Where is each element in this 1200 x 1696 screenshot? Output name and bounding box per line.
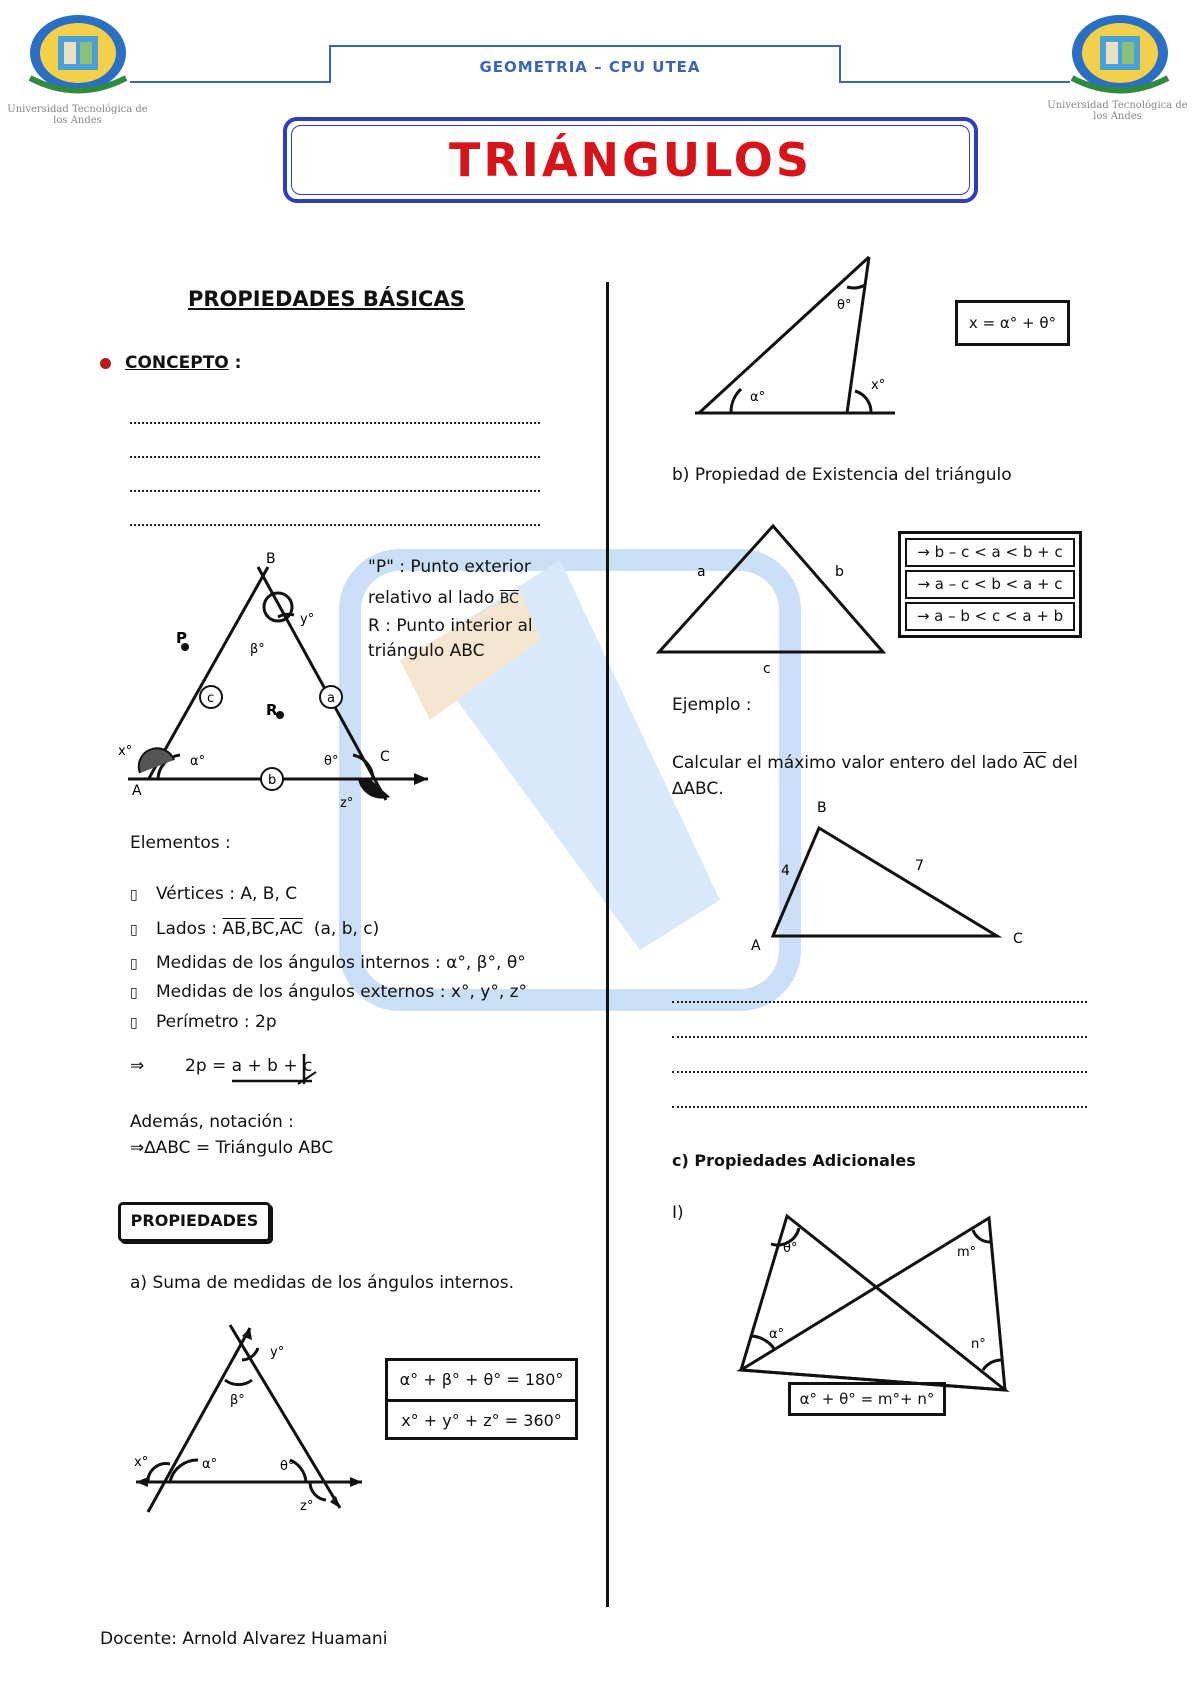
example-text-1: Calcular el máximo valor entero del lado bbox=[672, 753, 1024, 773]
fig1-label-c: c bbox=[207, 691, 215, 706]
angle-sum-box bbox=[385, 1358, 578, 1440]
ex-label-A: A bbox=[751, 938, 761, 954]
element-item-perimeter bbox=[130, 1011, 277, 1034]
ext-label-theta: θ° bbox=[837, 298, 852, 313]
p-note-2 bbox=[368, 587, 519, 610]
fig2-label-beta: β° bbox=[230, 1393, 245, 1408]
bullet-box-icon: ▯ bbox=[130, 985, 138, 1001]
add-label-alpha: α° bbox=[769, 1327, 785, 1342]
add-label-m: m° bbox=[957, 1245, 977, 1260]
example-text-3: ∆ABC. bbox=[672, 779, 724, 799]
fig1-label-C: C bbox=[380, 749, 390, 765]
prop-b-text: b) Propiedad de Existencia del triángulo bbox=[672, 465, 1012, 485]
ext-label-alpha: α° bbox=[750, 390, 766, 405]
exterior-angle-box bbox=[955, 300, 1070, 346]
ex-label-ab: 4 bbox=[781, 863, 790, 879]
university-name-left: Universidad Tecnológica de los Andes bbox=[7, 104, 148, 126]
course-header: GEOMETRIA – CPU UTEA bbox=[479, 58, 701, 76]
university-seal-right-icon bbox=[1060, 8, 1180, 98]
prop-c-text: c) Propiedades Adicionales bbox=[672, 1151, 916, 1170]
answer-line-1 bbox=[672, 985, 1087, 1003]
concept-heading bbox=[100, 352, 241, 374]
perimeter-underline bbox=[232, 1050, 332, 1090]
page-title: TRIÁNGULOS bbox=[448, 133, 813, 187]
element-perimeter: Perímetro : 2p bbox=[156, 1012, 277, 1032]
segment-bc: $\overline{BC}$ bbox=[251, 919, 275, 939]
example-triangle-figure bbox=[745, 800, 1025, 954]
additional-property-figure bbox=[735, 1210, 1015, 1400]
element-external: Medidas de los ángulos externos : x°, y°, z° bbox=[156, 982, 528, 1002]
element-item-vertices bbox=[130, 883, 297, 906]
concept-line-2 bbox=[130, 438, 540, 458]
exterior-angle-figure bbox=[695, 255, 905, 415]
fig1-label-alpha: α° bbox=[190, 754, 206, 769]
exist-label-a: a bbox=[697, 564, 706, 580]
fig1-label-R: R bbox=[266, 701, 278, 719]
segment-ab: $\overline{AB}$ bbox=[222, 919, 246, 939]
fig2-label-x: x° bbox=[134, 1455, 149, 1470]
prop-c-I: I) bbox=[672, 1203, 684, 1223]
element-sides-suffix: (a, b, c) bbox=[313, 919, 380, 939]
ex-label-B: B bbox=[817, 800, 827, 816]
fig1-label-z: z° bbox=[340, 796, 354, 811]
fig2-label-z: z° bbox=[300, 1499, 314, 1514]
bullet-box-icon: ▯ bbox=[130, 922, 138, 938]
propiedades-label: PROPIEDADES bbox=[130, 1211, 259, 1230]
angle-sum-internal: α° + β° + θ° = 180° bbox=[388, 1361, 575, 1402]
r-note-1: R : Punto interior al bbox=[368, 616, 533, 636]
add-label-n: n° bbox=[971, 1337, 986, 1352]
fig1-label-B: B bbox=[266, 551, 276, 567]
fig1-label-a: a bbox=[327, 691, 335, 706]
example-text bbox=[672, 752, 1078, 774]
answer-line-4 bbox=[672, 1090, 1087, 1108]
ex-label-bc: 7 bbox=[915, 858, 924, 874]
additional-property-formula: α° + θ° = m°+ n° bbox=[799, 1390, 935, 1408]
example-seg: $\overline{AC}$ bbox=[1023, 753, 1047, 773]
ext-label-x: x° bbox=[871, 378, 886, 393]
element-item-internal bbox=[130, 952, 526, 975]
notation-1: Además, notación : bbox=[130, 1112, 294, 1132]
column-divider bbox=[606, 282, 609, 1607]
fig1-label-theta: θ° bbox=[324, 754, 339, 769]
example-label: Ejemplo : bbox=[672, 695, 752, 715]
exist-label-b: b bbox=[835, 564, 844, 580]
segment-ac: $\overline{AC}$ bbox=[279, 919, 304, 939]
concept-line-3 bbox=[130, 472, 540, 492]
existence-row-2: → a – c < b < a + c bbox=[905, 570, 1075, 599]
r-note-2: triángulo ABC bbox=[368, 641, 485, 661]
p-note-1: "P" : Punto exterior bbox=[368, 557, 531, 577]
concept-line-4 bbox=[130, 506, 540, 526]
bullet-dot-icon bbox=[100, 358, 111, 369]
concept-label: CONCEPTO bbox=[125, 353, 229, 373]
footer-teacher: Docente: Arnold Alvarez Huamani bbox=[100, 1629, 388, 1649]
perimeter-formula: 2p = a + b + c bbox=[185, 1056, 313, 1076]
element-vertices: Vértices : A, B, C bbox=[156, 884, 298, 904]
fig1-label-x: x° bbox=[118, 744, 133, 759]
exterior-angle-formula: x = α° + θ° bbox=[968, 314, 1057, 332]
answer-line-2 bbox=[672, 1020, 1087, 1038]
ex-label-C: C bbox=[1013, 931, 1023, 947]
add-label-theta: θ° bbox=[783, 1241, 798, 1256]
section-title: PROPIEDADES BÁSICAS bbox=[188, 287, 465, 311]
university-seal-left-icon bbox=[18, 8, 138, 98]
p-note-2b: $\overline{BC}$ bbox=[499, 591, 519, 607]
bullet-box-icon: ▯ bbox=[130, 887, 138, 903]
triangle-angle-sum-figure bbox=[130, 1320, 370, 1520]
concept-suffix: : bbox=[228, 353, 242, 373]
fig1-label-beta: β° bbox=[250, 642, 265, 657]
fig1-label-A: A bbox=[132, 783, 142, 799]
notation-2: ⇒∆ABC = Triángulo ABC bbox=[130, 1138, 334, 1158]
existence-row-1: → b – c < a < b + c bbox=[905, 538, 1075, 567]
bullet-box-icon: ▯ bbox=[130, 956, 138, 972]
fig2-label-alpha: α° bbox=[202, 1457, 218, 1472]
existence-triangle-figure bbox=[655, 520, 895, 677]
university-name-right: Universidad Tecnológica de los Andes bbox=[1047, 100, 1188, 122]
fig1-label-b: b bbox=[268, 773, 277, 788]
angle-sum-external: x° + y° + z° = 360° bbox=[401, 1411, 562, 1430]
fig2-label-y: y° bbox=[270, 1345, 285, 1360]
element-internal: Medidas de los ángulos internos : α°, β°, θ° bbox=[156, 953, 526, 973]
element-item-sides: ▯ Lados : $\overline{AB},\overline{BC},\overline{AC}$ (a, b, c) bbox=[130, 919, 380, 939]
existence-row-3: → a – b < c < a + b bbox=[905, 602, 1075, 631]
element-item-external bbox=[130, 981, 527, 1004]
answer-line-3 bbox=[672, 1055, 1087, 1073]
elements-title: Elementos : bbox=[130, 833, 231, 853]
concept-line-1 bbox=[130, 404, 540, 424]
p-note-2a: relativo al lado bbox=[368, 588, 500, 608]
perimeter-arrow: ⇒ bbox=[130, 1056, 145, 1076]
fig2-label-theta: θ° bbox=[280, 1459, 295, 1474]
additional-property-box bbox=[788, 1382, 946, 1416]
fig1-label-y: y° bbox=[300, 612, 315, 627]
bullet-box-icon: ▯ bbox=[130, 1015, 138, 1031]
prop-a-text: a) Suma de medidas de los ángulos internos. bbox=[130, 1273, 514, 1293]
exist-label-c: c bbox=[763, 661, 771, 677]
existence-box bbox=[898, 531, 1082, 638]
element-sides-prefix: Lados : bbox=[156, 919, 223, 939]
fig1-label-P: P bbox=[176, 629, 187, 647]
example-text-2: del bbox=[1046, 753, 1078, 773]
